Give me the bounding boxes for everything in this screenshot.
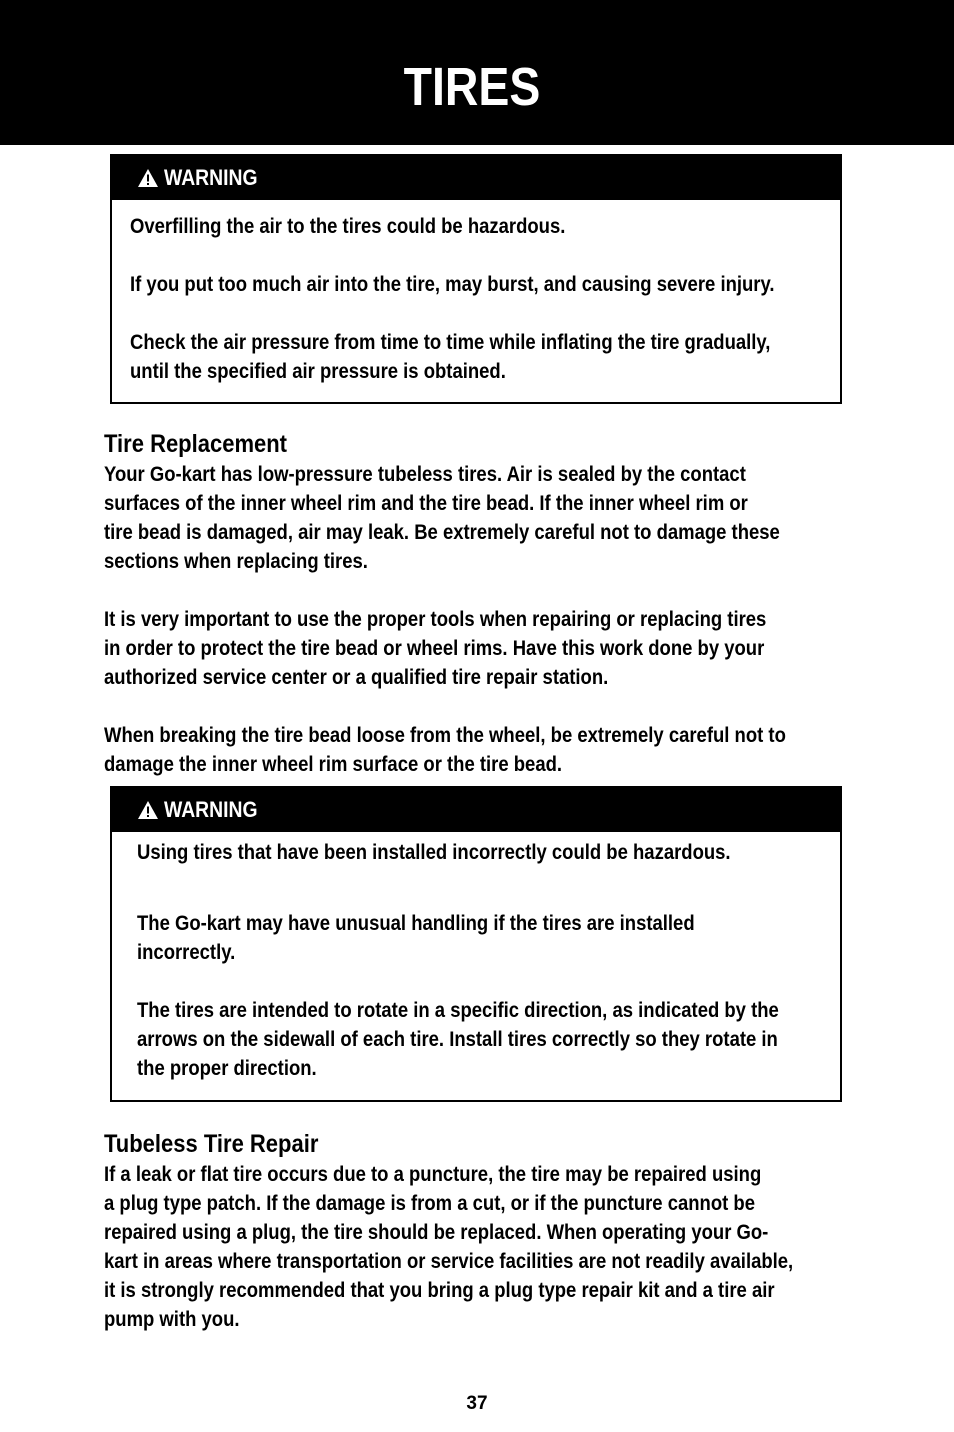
paragraph-line: It is very important to use the proper tools when repairing or replacing tires bbox=[104, 608, 767, 631]
paragraph-line: damage the inner wheel rim surface or the tire bead. bbox=[104, 753, 563, 776]
warning-triangle-icon bbox=[137, 800, 159, 820]
paragraph-line: kart in areas where transportation or service facilities are not readily available, bbox=[104, 1250, 794, 1273]
paragraph-line: a plug type patch. If the damage is from a cut, or if the puncture cannot be bbox=[104, 1192, 755, 1215]
warning-text: The Go-kart may have unusual handling if the tires are installed bbox=[137, 912, 695, 935]
section-heading: Tubeless Tire Repair bbox=[104, 1130, 319, 1158]
warning-text: Overfilling the air to the tires could be hazardous. bbox=[130, 215, 566, 238]
paragraph-line: When breaking the tire bead loose from the wheel, be extremely careful not to bbox=[104, 724, 786, 747]
warning-text: The tires are intended to rotate in a specific direction, as indicated by the bbox=[137, 999, 779, 1022]
warning-body bbox=[137, 838, 830, 1083]
warning-text: the proper direction. bbox=[137, 1057, 317, 1080]
paragraph-line: Your Go-kart has low-pressure tubeless tires. Air is sealed by the contact bbox=[104, 463, 746, 486]
warning-text: until the specified air pressure is obtained. bbox=[130, 360, 506, 383]
section-heading: Tire Replacement bbox=[104, 430, 288, 458]
warning-text: arrows on the sidewall of each tire. Install tires correctly so they rotate in bbox=[137, 1028, 778, 1051]
paragraph-line: in order to protect the tire bead or wheel rims. Have this work done by your bbox=[104, 637, 765, 660]
page-title: TIRES bbox=[403, 57, 541, 117]
warning-header bbox=[112, 788, 840, 832]
warning-text: If you put too much air into the tire, may burst, and causing severe injury. bbox=[130, 273, 775, 296]
page-number: 37 bbox=[466, 1393, 488, 1414]
warning-body bbox=[130, 212, 830, 386]
warning-header bbox=[112, 156, 840, 200]
warning-text: Using tires that have been installed incorrectly could be hazardous. bbox=[137, 841, 731, 864]
warning-label: WARNING bbox=[164, 797, 258, 822]
paragraph-line: it is strongly recommended that you bring a plug type repair kit and a tire air bbox=[104, 1279, 775, 1302]
paragraph-line: repaired using a plug, the tire should be replaced. When operating your Go- bbox=[104, 1221, 769, 1244]
warning-box-installation bbox=[110, 786, 842, 1102]
paragraph-line: authorized service center or a qualified tire repair station. bbox=[104, 666, 609, 689]
warning-text: Check the air pressure from time to time while inflating the tire gradually, bbox=[130, 331, 771, 354]
paragraph-line: sections when replacing tires. bbox=[104, 550, 368, 573]
warning-text: incorrectly. bbox=[137, 941, 236, 964]
section-tire-replacement bbox=[104, 428, 854, 779]
section-tubeless-tire-repair bbox=[104, 1128, 854, 1334]
paragraph-line: pump with you. bbox=[104, 1308, 240, 1331]
paragraph-line: tire bead is damaged, air may leak. Be extremely careful not to damage these bbox=[104, 521, 780, 544]
paragraph-line: surfaces of the inner wheel rim and the tire bead. If the inner wheel rim or bbox=[104, 492, 748, 515]
warning-box-overfilling bbox=[110, 154, 842, 404]
warning-triangle-icon bbox=[137, 168, 159, 188]
warning-label: WARNING bbox=[164, 165, 258, 190]
paragraph-line: If a leak or flat tire occurs due to a puncture, the tire may be repaired using bbox=[104, 1163, 762, 1186]
